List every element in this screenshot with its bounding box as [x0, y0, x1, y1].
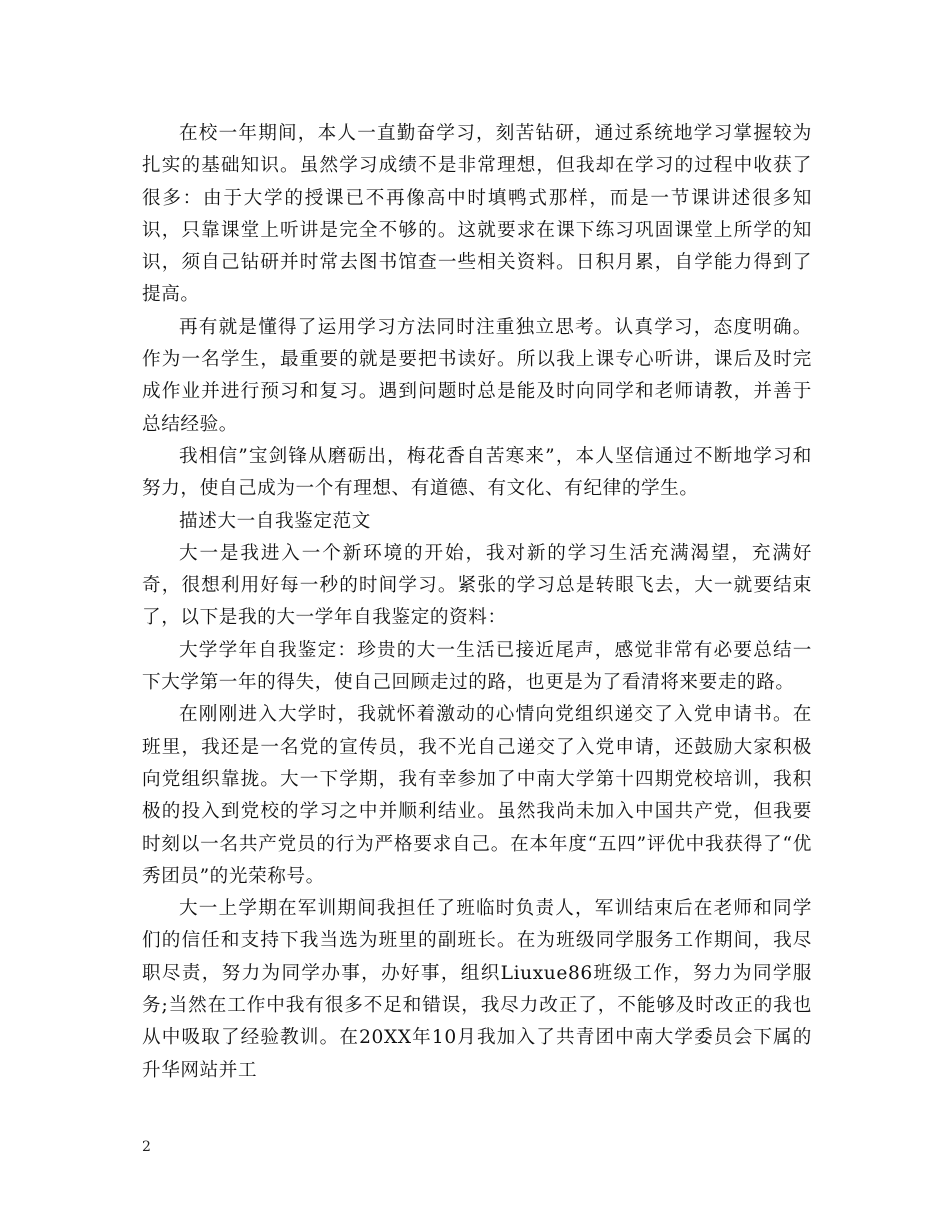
paragraph-service: 大一上学期在军训期间我担任了班临时负责人，军训结束后在老师和同学们的信任和支持下我当选为班里的副班长。在为班级同学服务工作期间，我尽职尽责，努力为同学办事，办好事，组织Liuxue86班级工作，努力为同学服务;当然在工作中我有很多不足和错误，我尽力改正了，不能够及时改正的我也从中吸取了经验教训。在20XX年10月我加入了共青团中南大学委员会下属的升华网站并工	[142, 898, 812, 1081]
document-body	[142, 118, 812, 1087]
page-number: 2	[142, 1139, 151, 1155]
paragraph-intro: 大一是我进入一个新环境的开始，我对新的学习生活充满渴望，充满好奇，很想利用好每一秒的时间学习。紧张的学习总是转眼飞去，大一就要结束了，以下是我的大一学年自我鉴定的资料：	[142, 542, 812, 629]
paragraph-study: 在校一年期间，本人一直勤奋学习，刻苦钻研，通过系统地学习掌握较为扎实的基础知识。虽然学习成绩不是非常理想，但我却在学习的过程中收获了很多：由于大学的授课已不再像高中时填鸭式那样，而是一节课讲述很多知识，只靠课堂上听讲是完全不够的。这就要求在课下练习巩固课堂上所学的知识，须自己钻研并时常去图书馆查一些相关资料。日积月累，自学能力得到了提高。	[142, 123, 812, 306]
paragraph-belief: 我相信”宝剑锋从磨砺出，梅花香自苦寒来”，本人坚信通过不断地学习和努力，使自己成为一个有理想、有道德、有文化、有纪律的学生。	[142, 445, 812, 500]
paragraph-method: 再有就是懂得了运用学习方法同时注重独立思考。认真学习，态度明确。作为一名学生，最重要的就是要把书读好。所以我上课专心听讲，课后及时完成作业并进行预习和复习。遇到问题时总是能及时向同学和老师请教，并善于总结经验。	[142, 316, 812, 435]
paragraph-party: 在刚刚进入大学时，我就怀着激动的心情向党组织递交了入党申请书。在班里，我还是一名党的宣传员，我不光自己递交了入党申请，还鼓励大家积极向党组织靠拢。大一下学期，我有幸参加了中南大学第十四期党校培训，我积极的投入到党校的学习之中并顺利结业。虽然我尚未加入中国共产党，但我要时刻以一名共产党员的行为严格要求自己。在本年度“五四”评优中我获得了“优秀团员”的光荣称号。	[142, 704, 812, 887]
paragraph-summary: 大学学年自我鉴定：珍贵的大一生活已接近尾声，感觉非常有必要总结一下大学第一年的得失，使自己回顾走过的路，也更是为了看清将来要走的路。	[142, 639, 812, 694]
section-heading: 描述大一自我鉴定范文	[179, 510, 371, 532]
